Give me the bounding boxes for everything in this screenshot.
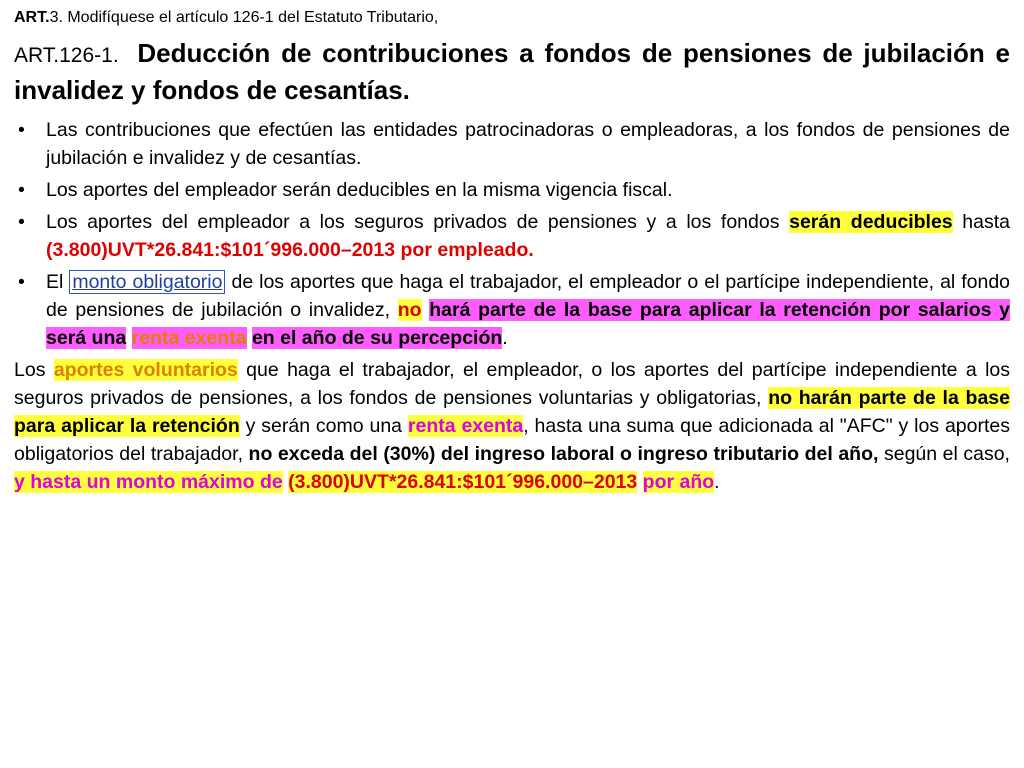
highlight-por-ano: por año [642,471,715,493]
para-text: , hasta una suma que adicionada al "AFC" y los aportes obligatorios del trabajador, [14,415,1010,465]
highlight-aportes-voluntarios: aportes voluntarios [53,359,238,381]
para-text: y serán como una [245,415,403,437]
para-end: . [714,471,720,493]
voluntary-contributions-paragraph [14,356,1010,496]
bullet-dot-icon: • [18,179,25,201]
article-prefix: ART. [14,9,50,26]
bullet-text: Los aportes del empleador a los seguros privados de pensiones y a los fondos [46,211,780,233]
article-title [14,36,1010,110]
article-heading: Deducción de contribuciones a fondos de pensiones de jubilación e invalidez y fondos de cesantías. [14,38,1010,105]
bullet-dot-icon: • [18,271,25,293]
bullet-text: hasta [962,211,1010,233]
highlight-deducibles: serán deducibles [789,211,953,233]
bullet-text: Las contribuciones que efectúen las entidades patrocinadoras o empleadoras, a los fondos de pensiones de jubilación e invalidez y de cesantías. [46,119,1010,169]
bullet-list [14,116,1010,352]
highlight-no-haran: no harán parte de la base para aplicar la retención [14,387,1010,437]
article-header [14,8,1010,28]
article-number: ART.126-1. [14,44,119,67]
highlight-renta-exenta: renta exenta [407,415,524,437]
amount-per-year: (3.800)UVT*26.841:$101´996.000–2013 [288,471,638,493]
highlight-percepcion: en el año de su percepción [251,327,503,349]
bullet-dot-icon: • [18,119,25,141]
highlight-base-retencion: hará parte de la base para aplicar la retención por salarios y será una [46,299,1010,349]
bullet-text: Los aportes del empleador serán deducibles en la misma vigencia fiscal. [46,179,673,201]
bullet-item [14,176,1010,204]
bullet-dot-icon: • [18,211,25,233]
bullet-item [14,116,1010,172]
article-header-text: 3. Modifíquese el artículo 126-1 del Estatuto Tributario, [49,9,439,26]
highlight-monto-maximo: y hasta un monto máximo de [14,471,283,493]
bullet-item [14,208,1010,264]
amount-per-employee: (3.800)UVT*26.841:$101´996.000–2013 por empleado. [46,239,534,261]
para-text: Los [14,359,46,381]
para-text: que haga el trabajador, el empleador, o los aportes del partícipe independiente a los seguros privados de pensiones, a los fondos de pensiones voluntarias y obligatorias, [14,359,1011,409]
bullet-end: . [502,327,508,349]
slide-content [14,8,1010,496]
bullet-text: de los aportes que haga el trabajador, el empleador o el partícipe independiente, al fondo de pensiones de jubilación o invalidez, [46,271,1011,321]
monto-obligatorio-link[interactable]: monto obligatorio [69,270,225,294]
highlight-no: no [397,299,422,321]
highlight-renta-exenta: renta exenta [131,327,247,349]
bold-limit-30: no exceda del (30%) del ingreso laboral o ingreso tributario del año, [248,443,879,465]
para-text: según el caso, [883,443,1010,465]
bullet-text: El [46,271,64,293]
bullet-item [14,268,1010,352]
